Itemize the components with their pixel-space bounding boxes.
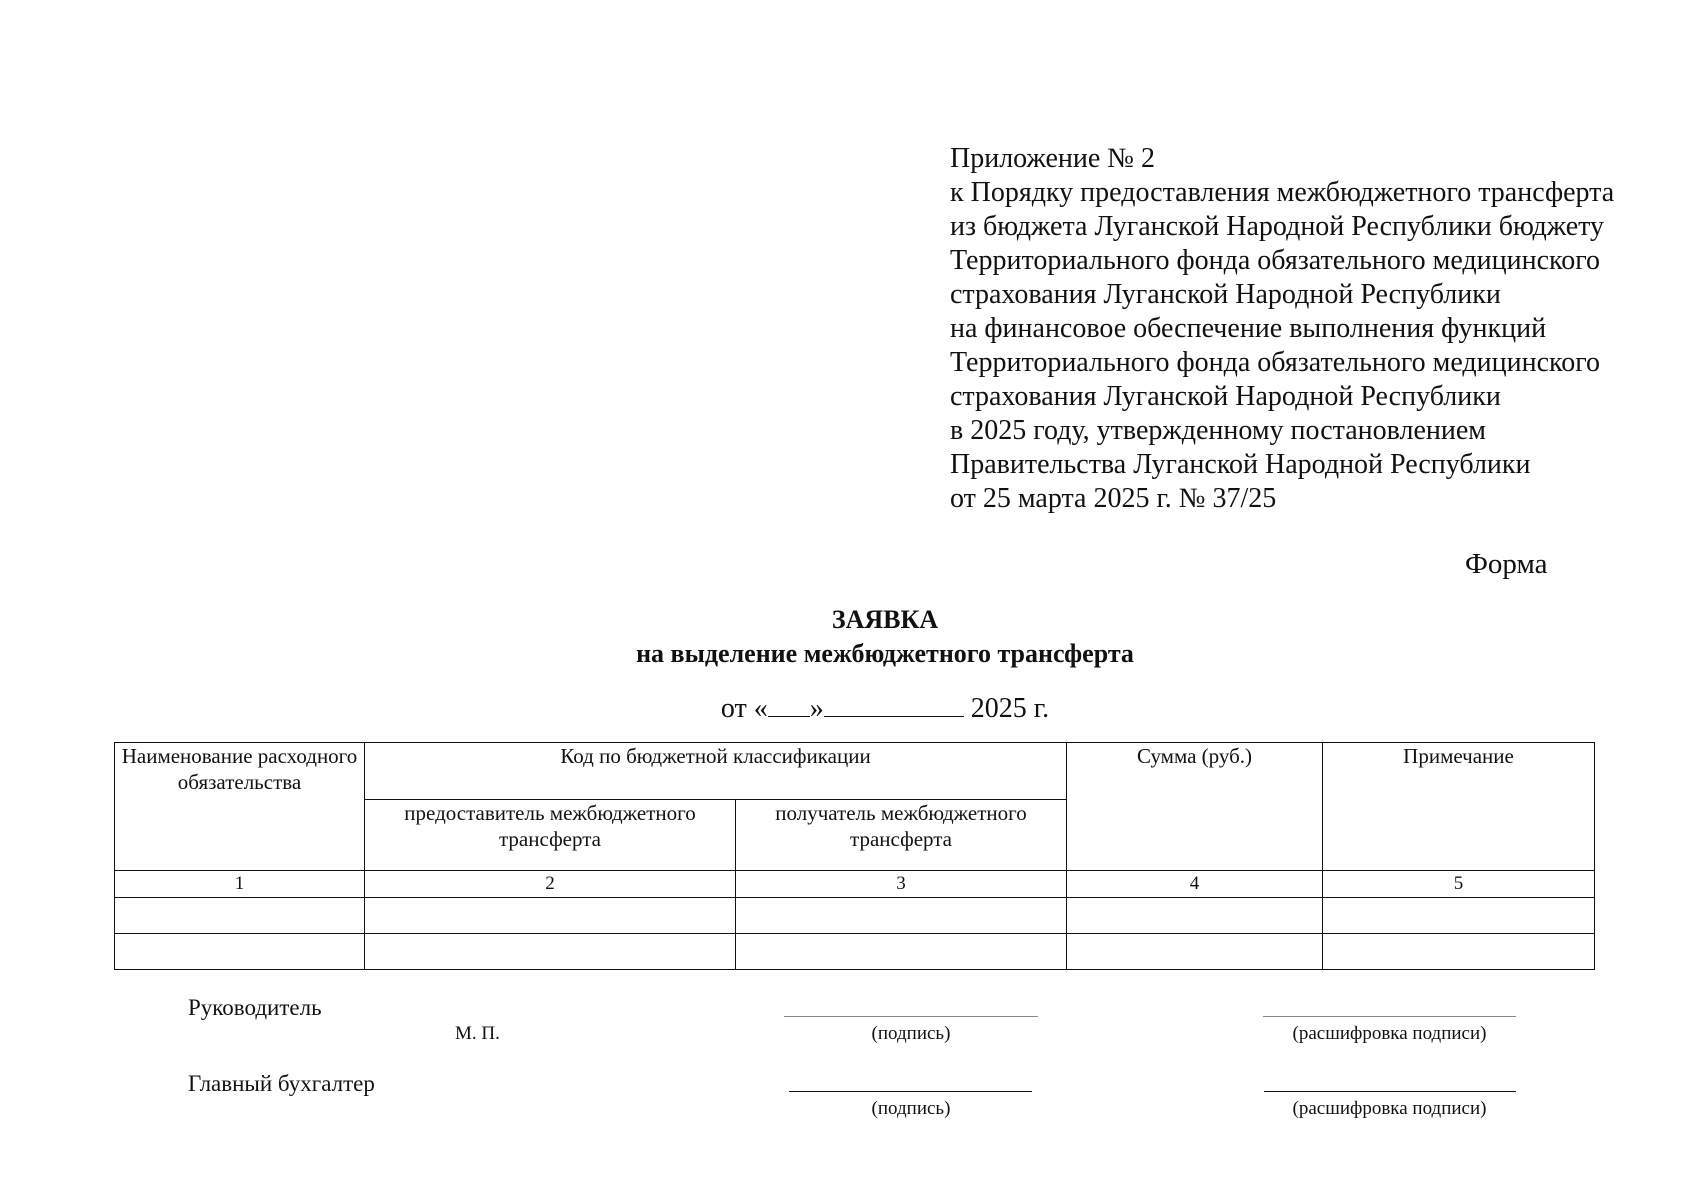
column-number: 2	[365, 871, 736, 898]
table-cell[interactable]	[1067, 898, 1323, 934]
date-prefix: от «	[720, 693, 768, 724]
appendix-line: из бюджета Луганской Народной Республики бюджету	[950, 211, 1605, 242]
title-line-1: ЗАЯВКА	[831, 605, 939, 634]
table-cell[interactable]	[365, 898, 736, 934]
table-cell[interactable]	[115, 898, 365, 934]
appendix-line: страхования Луганской Народной Республики	[950, 279, 1501, 310]
date-line	[0, 690, 1698, 725]
date-middle: »	[809, 693, 824, 724]
month-blank-field[interactable]	[824, 690, 964, 717]
table-row	[115, 934, 1595, 970]
appendix-line: в 2025 году, утвержденному постановлением	[950, 415, 1487, 446]
head-signature-line[interactable]	[784, 1016, 1038, 1017]
accountant-decoding-caption: (расшифровка подписи)	[1292, 1098, 1487, 1119]
column-number: 3	[736, 871, 1067, 898]
title-line-2: на выделение межбюджетного трансферта	[636, 639, 1134, 668]
appendix-line: Территориального фонда обязательного медицинского	[950, 245, 1601, 276]
form-label: Форма	[1465, 548, 1548, 580]
stamp-label: М. П.	[455, 1023, 500, 1044]
date-suffix: 2025 г.	[963, 693, 1050, 724]
header-note: Примечание	[1323, 743, 1595, 871]
header-sum: Сумма (руб.)	[1067, 743, 1323, 871]
accountant-label: Главный бухгалтер	[188, 1071, 375, 1096]
document-title	[0, 603, 1698, 671]
head-signature-caption: (подпись)	[871, 1023, 951, 1044]
column-number: 4	[1067, 871, 1323, 898]
header-recipient: получатель межбюджетного трансферта	[736, 800, 1067, 871]
header-budget-code: Код по бюджетной классификации	[365, 743, 1067, 800]
appendix-line: Приложение № 2	[950, 143, 1155, 174]
appendix-line: на финансовое обеспечение выполнения функций	[950, 313, 1547, 344]
table-cell[interactable]	[1323, 934, 1595, 970]
table-cell[interactable]	[1323, 898, 1595, 934]
request-table	[114, 742, 1595, 970]
column-number: 5	[1323, 871, 1595, 898]
accountant-signature-line[interactable]	[789, 1091, 1032, 1092]
head-decoding-line[interactable]	[1263, 1016, 1516, 1017]
table-cell[interactable]	[736, 934, 1067, 970]
head-decoding-caption: (расшифровка подписи)	[1292, 1023, 1487, 1044]
accountant-signature-caption: (подпись)	[871, 1098, 951, 1119]
appendix-line: Правительства Луганской Народной Республики	[950, 449, 1531, 480]
appendix-line: от 25 марта 2025 г. № 37/25	[950, 483, 1277, 514]
header-provider: предоставитель межбюджетного трансферта	[365, 800, 736, 871]
appendix-line: к Порядку предоставления межбюджетного трансферта	[950, 177, 1615, 208]
day-blank-field[interactable]	[768, 690, 810, 717]
table-cell[interactable]	[115, 934, 365, 970]
appendix-line: Территориального фонда обязательного медицинского	[950, 347, 1601, 378]
appendix-block	[950, 142, 1614, 516]
table-row	[115, 898, 1595, 934]
appendix-line: страхования Луганской Народной Республики	[950, 381, 1501, 412]
header-expense-obligation: Наименование расходного обязательства	[115, 743, 365, 871]
header-row-top	[115, 743, 1595, 800]
head-label: Руководитель	[188, 995, 322, 1020]
column-number-row	[115, 871, 1595, 898]
column-number: 1	[115, 871, 365, 898]
accountant-decoding-line[interactable]	[1264, 1091, 1516, 1092]
table-cell[interactable]	[1067, 934, 1323, 970]
table-cell[interactable]	[365, 934, 736, 970]
table-cell[interactable]	[736, 898, 1067, 934]
